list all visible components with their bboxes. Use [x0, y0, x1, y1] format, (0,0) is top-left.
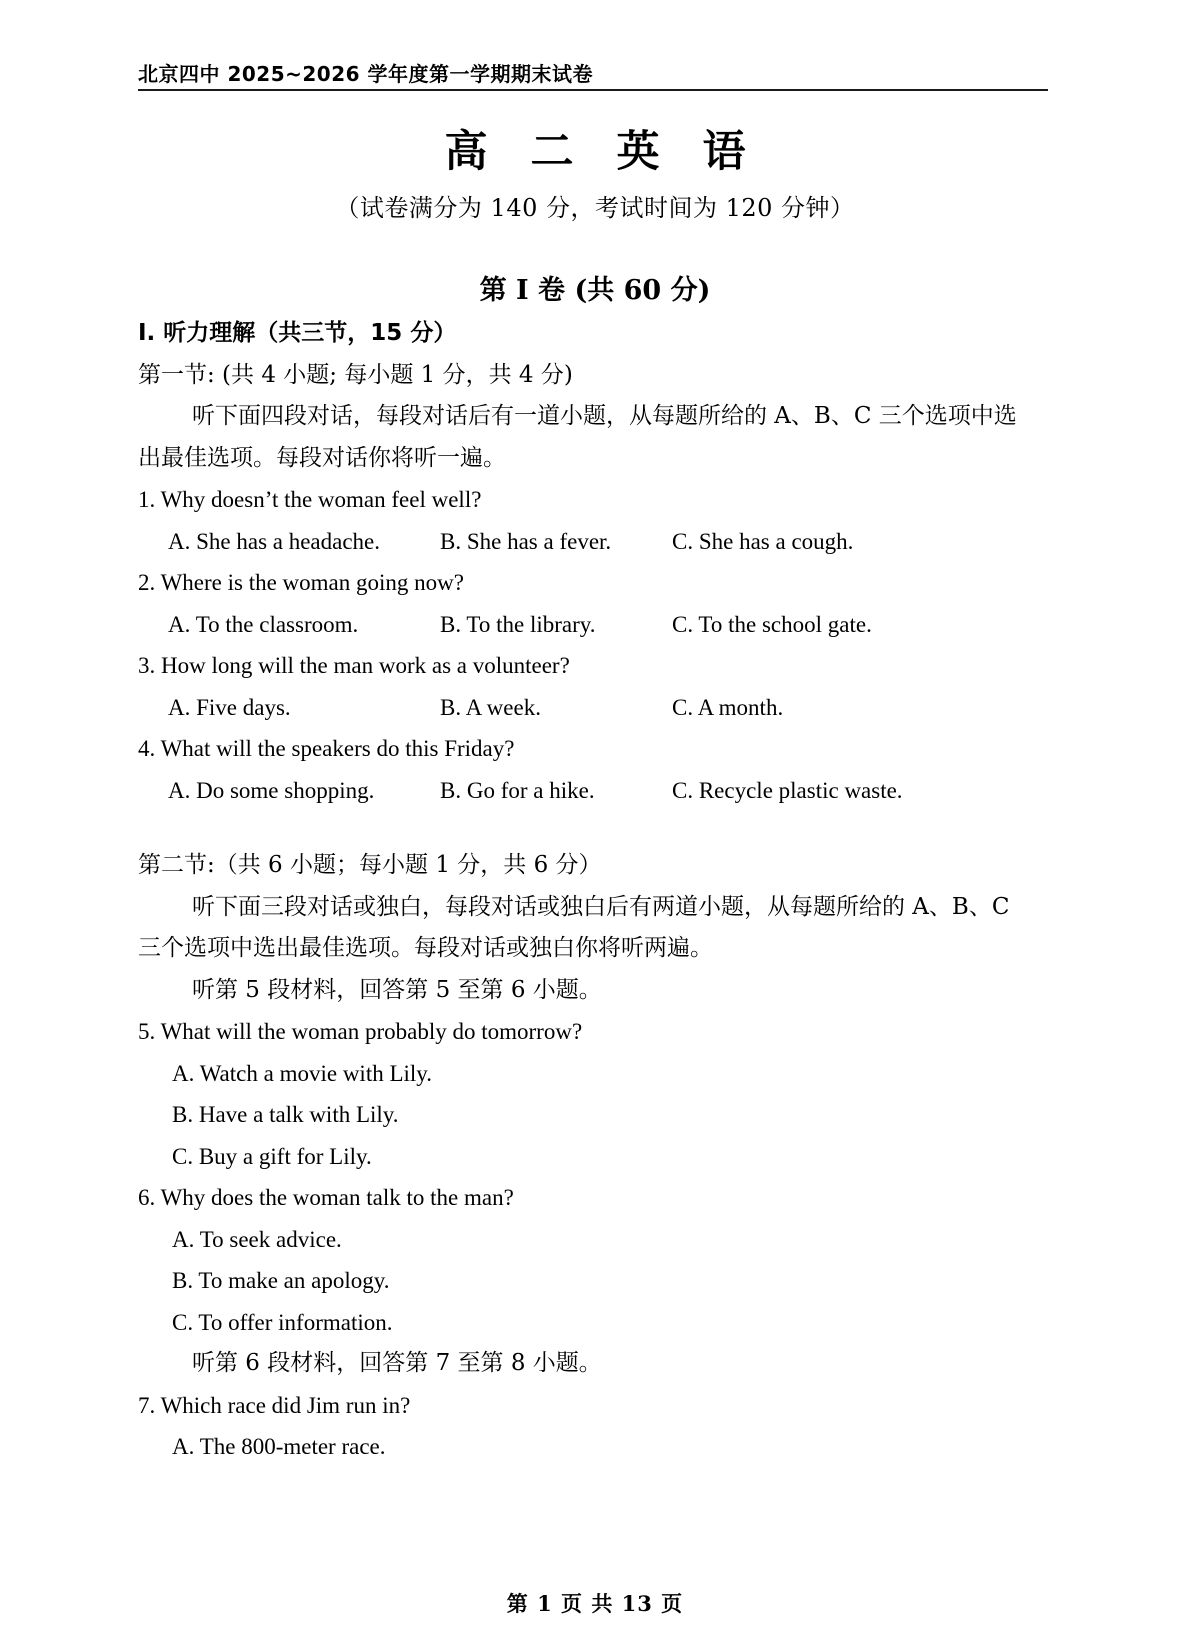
question-options-row: [138, 770, 1054, 812]
option-b[interactable]: B. She has a fever.: [440, 528, 612, 554]
question-stem: 4. What will the speakers do this Friday?: [138, 736, 515, 761]
option-a[interactable]: A. The 800-meter race.: [172, 1434, 386, 1459]
part2-instruction-line2: 三个选项中选出最佳选项。每段对话或独白你将听两遍。: [138, 935, 713, 961]
option-a[interactable]: A. To the classroom.: [168, 611, 359, 637]
question-stem: 3. How long will the man work as a volunteer?: [138, 653, 570, 678]
option-b[interactable]: B. Have a talk with Lily.: [172, 1102, 399, 1127]
option-c[interactable]: C. She has a cough.: [672, 528, 854, 554]
part2-heading: 第二节:（共 6 小题；每小题 1 分，共 6 分）: [138, 852, 602, 878]
question-options-row: [138, 521, 1054, 563]
option-a[interactable]: A. She has a headache.: [168, 528, 381, 554]
option-c[interactable]: C. Recycle plastic waste.: [672, 777, 903, 803]
running-head: [138, 62, 1048, 91]
question-options-row: [138, 604, 1054, 646]
question-stem: 6. Why does the woman talk to the man?: [138, 1185, 514, 1210]
option-b[interactable]: B. To the library.: [440, 611, 596, 637]
question-stem: 1. Why doesn’t the woman feel well?: [138, 487, 482, 512]
material-6-cue: 听第 6 段材料，回答第 7 至第 8 小题。: [192, 1350, 602, 1376]
option-a[interactable]: A. Five days.: [168, 694, 291, 720]
page-footer: 第 1 页 共 13 页: [506, 1591, 684, 1616]
running-head-text: 北京四中 2025~2026 学年度第一学期期末试卷: [138, 62, 594, 86]
option-c[interactable]: C. To the school gate.: [672, 611, 872, 637]
option-c[interactable]: C. Buy a gift for Lily.: [172, 1143, 372, 1169]
option-c[interactable]: C. To offer information.: [172, 1309, 393, 1335]
option-a[interactable]: A. Do some shopping.: [168, 777, 375, 803]
option-a[interactable]: A. Watch a movie with Lily.: [172, 1060, 433, 1086]
question-stem: 2. Where is the woman going now?: [138, 570, 464, 595]
option-b[interactable]: B. To make an apology.: [172, 1268, 390, 1293]
option-b[interactable]: B. Go for a hike.: [440, 777, 595, 803]
exam-content: [138, 313, 1054, 1468]
page-title: 高 二 英 语: [444, 127, 760, 177]
question-stem: 7. Which race did Jim run in?: [138, 1392, 411, 1418]
option-a[interactable]: A. To seek advice.: [172, 1226, 342, 1252]
option-c[interactable]: C. A month.: [672, 694, 784, 720]
question-options-row: [138, 687, 1054, 729]
question-stem: 5. What will the woman probably do tomorrow?: [138, 1019, 583, 1044]
listening-section-heading: I. 听力理解（共三节，15 分）: [138, 320, 457, 346]
section-spacer: [138, 811, 1054, 845]
exam-subtitle: （试卷满分为 140 分，考试时间为 120 分钟）: [335, 194, 855, 222]
part2-instruction-line1: 听下面三段对话或独白，每段对话或独白后有两道小题，从每题所给的 A、B、C: [192, 893, 1010, 920]
running-head-rule: [138, 89, 1048, 91]
part1-instruction-line2: 出最佳选项。每段对话你将听一遍。: [138, 444, 506, 471]
paper-part-heading: 第 I 卷 (共 60 分): [479, 275, 711, 306]
material-5-cue: 听第 5 段材料，回答第 5 至第 6 小题。: [192, 976, 602, 1003]
part1-heading: 第一节: (共 4 小题; 每小题 1 分，共 4 分): [138, 361, 573, 388]
option-b[interactable]: B. A week.: [440, 694, 541, 720]
part1-instruction-line1: 听下面四段对话，每段对话后有一道小题，从每题所给的 A、B、C 三个选项中选: [192, 403, 1017, 429]
